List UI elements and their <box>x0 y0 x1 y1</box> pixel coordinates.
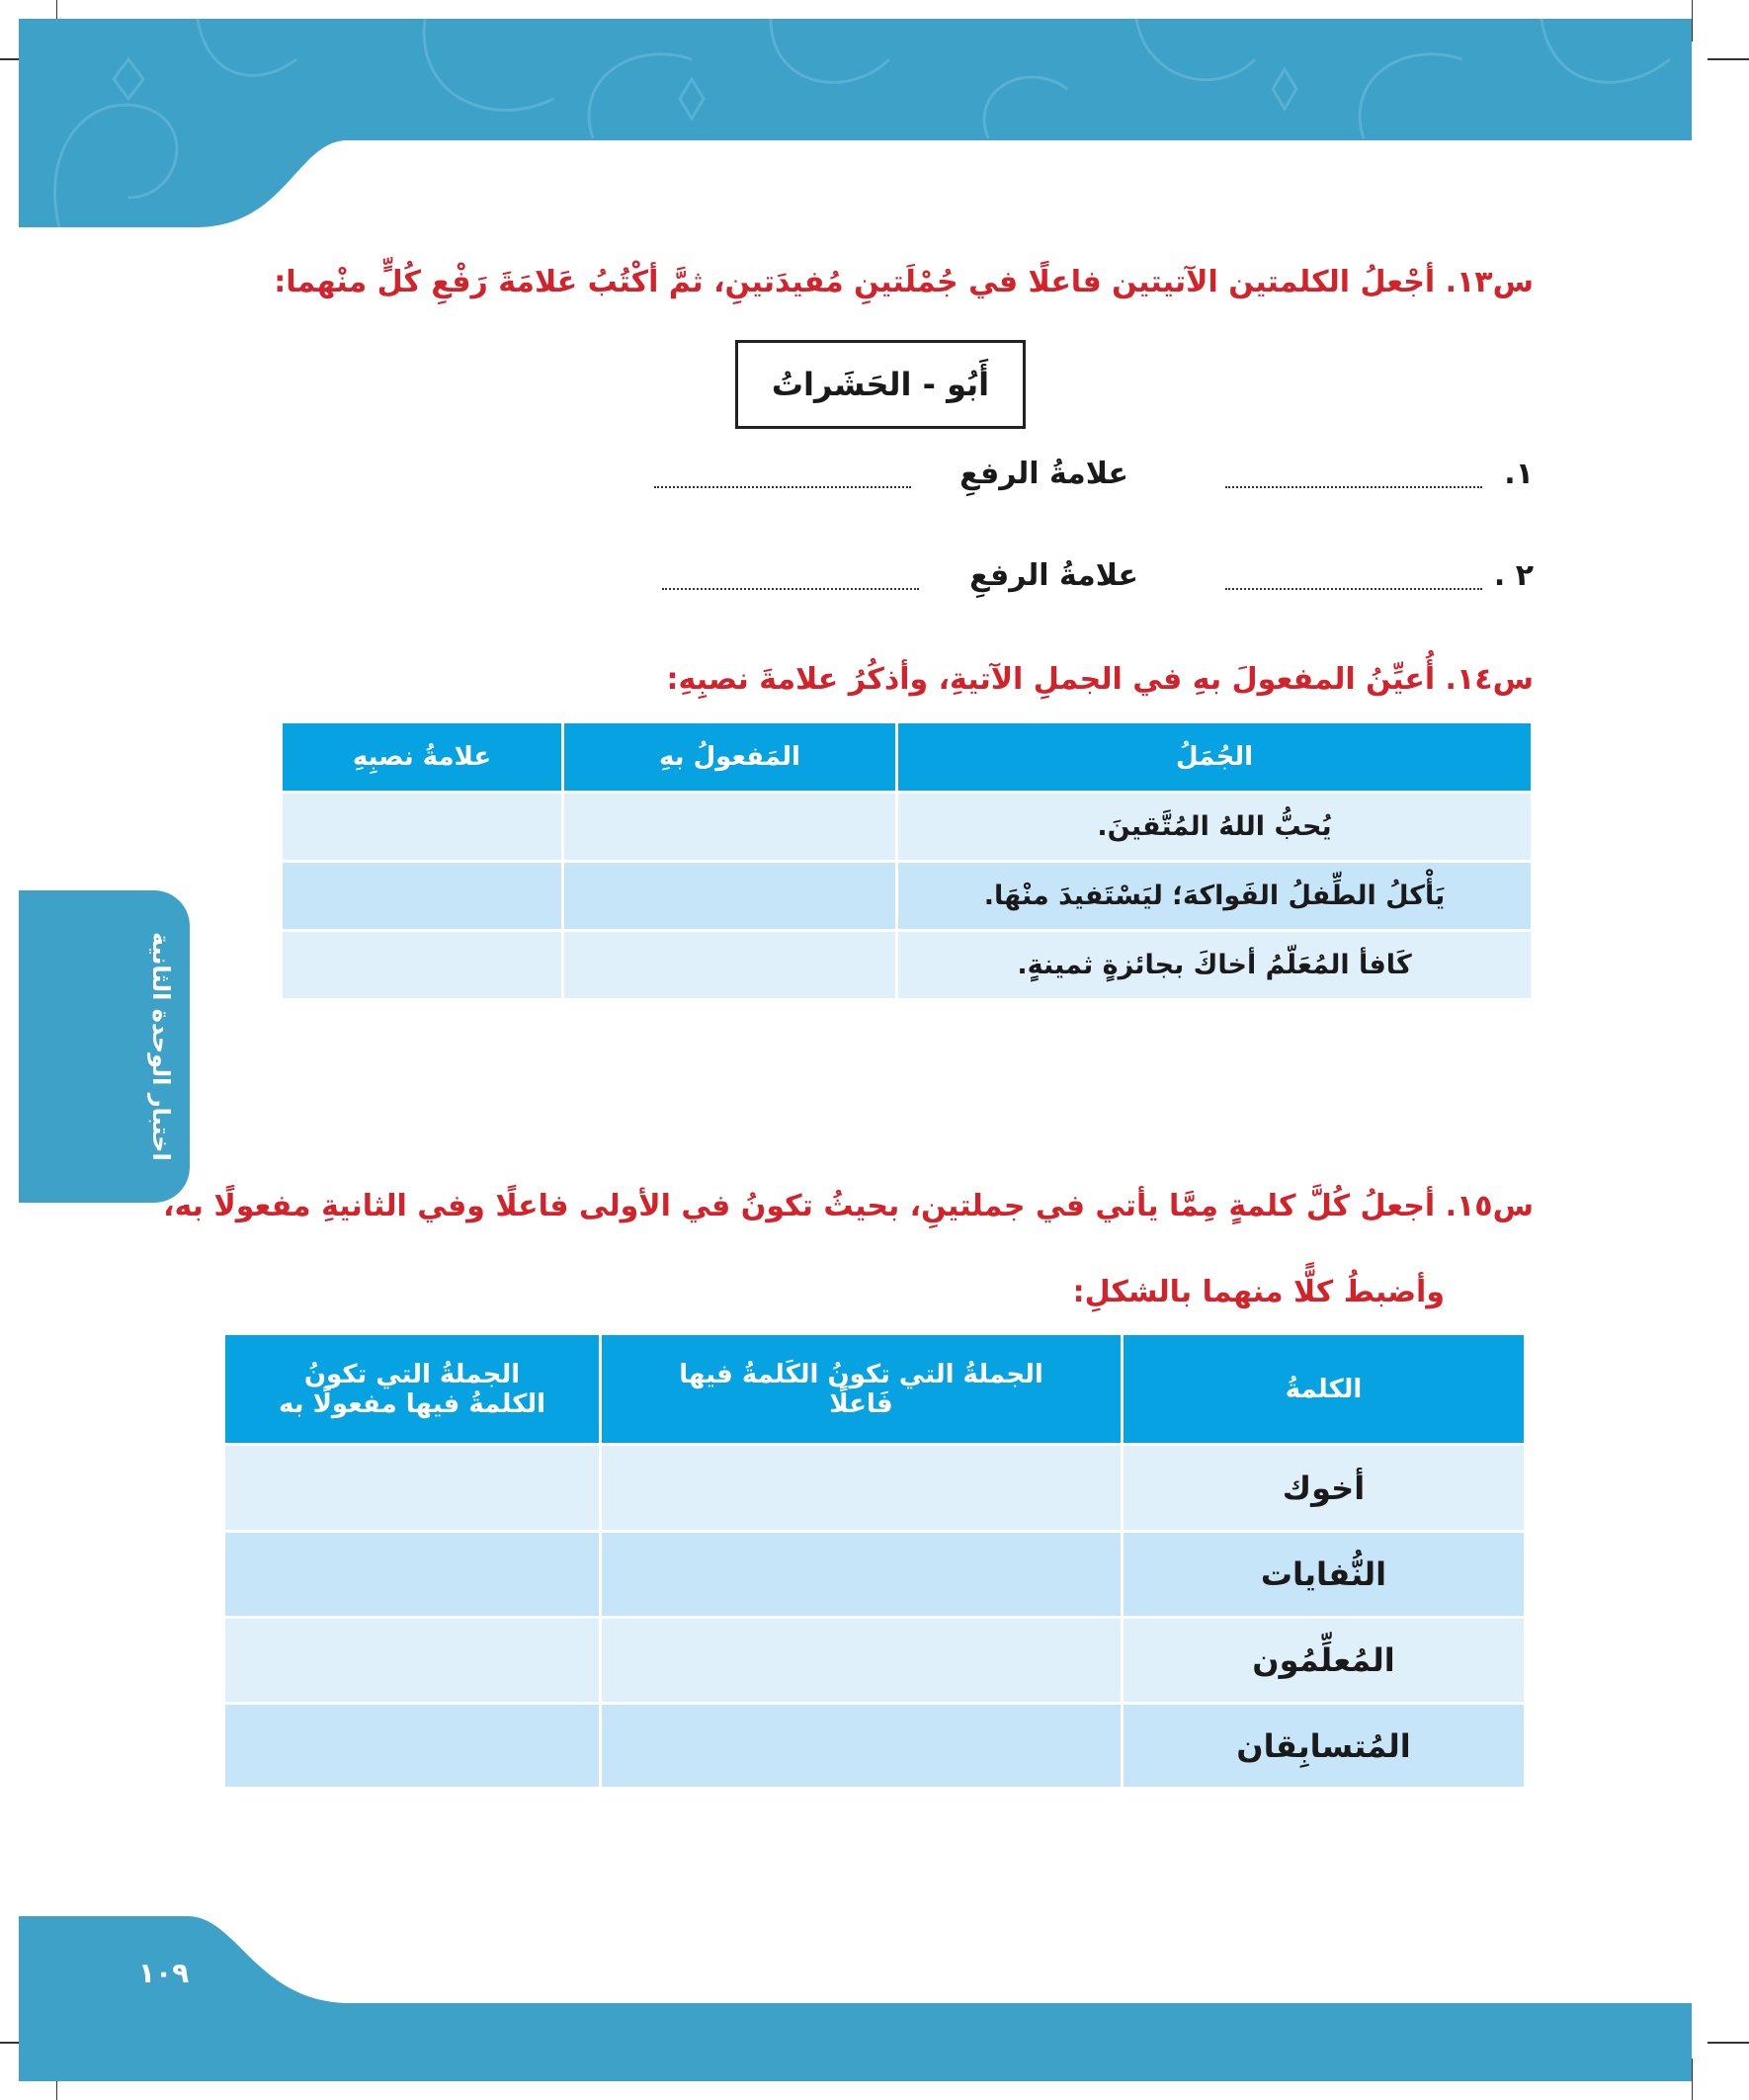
word-cell: المُعلِّمُون <box>1123 1618 1526 1704</box>
sentence-cell: يُحبُّ اللهُ المُتَّقينَ. <box>897 793 1533 862</box>
object-input[interactable] <box>563 931 897 1000</box>
word-cell: المُتسابِقان <box>1123 1704 1526 1789</box>
line-number: ١. <box>1504 457 1534 491</box>
object-sentence-input[interactable] <box>224 1618 601 1704</box>
side-tab-label: اختبار الوحدة الثانية <box>147 932 175 1161</box>
word-cell: النُّفايات <box>1123 1532 1526 1618</box>
answer-line-2 <box>545 558 1534 608</box>
header-banner <box>0 0 1749 237</box>
sentence-input[interactable] <box>1225 486 1482 488</box>
table-row <box>224 1618 1526 1704</box>
table-row <box>282 931 1533 1000</box>
answer-line-1 <box>545 457 1534 506</box>
page-number: ١٠٩ <box>138 1957 190 1989</box>
header-mark: علامةُ نصبِهِ <box>282 722 563 793</box>
mark-input[interactable] <box>282 931 563 1000</box>
table-row <box>224 1445 1526 1532</box>
footer-banner <box>0 1907 1749 2095</box>
mark-input[interactable] <box>662 588 919 590</box>
object-input[interactable] <box>563 862 897 931</box>
header-object-sentence: الجملةُ التي تكونُ الكلمةُ فيها مفعولًا به <box>224 1334 601 1445</box>
q15-title-line2: وأضبطُ كلًّا منهما بالشكلِ: <box>1072 1275 1445 1309</box>
subject-sentence-input[interactable] <box>601 1532 1123 1618</box>
object-sentence-input[interactable] <box>224 1445 601 1532</box>
table-row <box>224 1704 1526 1789</box>
side-tab <box>19 890 190 1203</box>
line-number: ٢ . <box>1493 558 1534 593</box>
q15-table <box>222 1332 1527 1790</box>
q14-title: س١٤. أُعيِّنُ المفعولَ بهِ في الجملِ الآتيةِ، وأذكُرُ علامةَ نصبِهِ: <box>666 662 1534 697</box>
subject-sentence-input[interactable] <box>601 1704 1123 1789</box>
table-row <box>224 1532 1526 1618</box>
mark-input[interactable] <box>282 862 563 931</box>
object-sentence-input[interactable] <box>224 1532 601 1618</box>
table-row <box>282 862 1533 931</box>
sentence-cell: كَافأ المُعَلّمُ أخاكَ بجائزةٍ ثمينةٍ. <box>897 931 1533 1000</box>
object-sentence-input[interactable] <box>224 1704 601 1789</box>
words-box <box>735 340 1026 429</box>
mark-input[interactable] <box>282 793 563 862</box>
sentence-input[interactable] <box>1225 588 1482 590</box>
mark-label: علامةُ الرفعِ <box>959 457 1128 491</box>
subject-sentence-input[interactable] <box>601 1618 1123 1704</box>
q15-title-line1: س١٥. أجعلُ كُلَّ كلمةٍ مِمَّا يأتي في جملتينِ، بحيثُ تكونُ في الأولى فاعلًا وفي الثانيةِ مفعولًا به، <box>163 1189 1534 1223</box>
table-row <box>282 793 1533 862</box>
header-word: الكلمةُ <box>1123 1334 1526 1445</box>
word-cell: أخوك <box>1123 1445 1526 1532</box>
sentence-cell: يَأْكلُ الطِّفلُ الفَواكهَ؛ ليَسْتَفيدَ منْهَا. <box>897 862 1533 931</box>
words-box-text: أَبُو - الحَشَراتُ <box>771 366 990 403</box>
header-object: المَفعولُ بهِ <box>563 722 897 793</box>
mark-input[interactable] <box>654 486 911 488</box>
mark-label: علامةُ الرفعِ <box>969 558 1138 593</box>
subject-sentence-input[interactable] <box>601 1445 1123 1532</box>
q13-title: س١٣. أجْعلُ الكلمتين الآتيتين فاعلًا في جُمْلَتينِ مُفيدَتينِ، ثمَّ أكْتُبُ عَلامَةَ رَفْعِ كُلٍّ منْهما: <box>274 265 1534 299</box>
object-input[interactable] <box>563 793 897 862</box>
header-subject-sentence: الجملةُ التي تكونُ الكَلمةُ فيها فَاعلًا <box>601 1334 1123 1445</box>
q14-table <box>280 720 1534 1001</box>
header-sentences: الجُمَلُ <box>897 722 1533 793</box>
